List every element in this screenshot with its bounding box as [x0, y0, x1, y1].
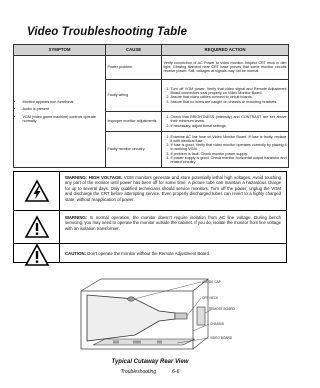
page-number: 6-6: [172, 369, 180, 375]
warning-label: WARNING: HIGH VOLTAGE.: [65, 175, 123, 180]
warning-label: WARNING:: [65, 215, 88, 220]
warning-icon: [25, 216, 49, 238]
warning-row-caution: [14, 243, 286, 265]
action-cell: Verify connection of AC Power to video monitor. Inspect CRT neck in dim light. Glowing filament near CRT base proves that some monitor circuits receive power. Still, voltages at signals may not be normal.: [162, 56, 289, 80]
warning-body: VGM monitors generate and store potentially lethal high voltages. Avoid touching any part of the monitor until power has been off for some time. A picture tube can maintain a hazardous charge for up to several days. Only qualified technicians should service monitors. Turn off the power, unplug the VGM and discharge the CRT before attempting service. Even properly discharged tubes can revert to a highly charged state, without reapplication of power.: [65, 175, 282, 202]
crt-neck: [175, 313, 187, 319]
warning-box: [13, 171, 287, 263]
action-step: 1. Turn off VGM power. Verify that video signal and Remote Adjustment Board connectors seat properly on Video Monitor Board.: [171, 87, 287, 96]
warning-body: In normal operation, the monitor doesn't require isolation from AC line voltage. During bench servicing, you may need to operate the monitor outside the cabinet. If you do, isolate the monitor from line voltage with an isolation transformer.: [65, 215, 281, 231]
action-cell: [162, 131, 289, 168]
action-step: 4. If power supply is good: Check monitor horizontal output transistor and related circuitry.: [171, 156, 287, 165]
cause-cell: Improper monitor adjustments: [106, 112, 162, 132]
board-component: [133, 341, 141, 344]
crt-tube: [87, 295, 175, 341]
caution-icon: [25, 244, 49, 266]
cause-cell: Power problem: [106, 56, 162, 80]
warning-body: Don't operate the monitor without the Remote Adjustment Board.: [86, 251, 211, 256]
leader-line: [134, 282, 201, 299]
warning-text: [65, 251, 281, 256]
label-chassis: CHASSIS: [210, 322, 224, 326]
action-step: 1. Examine AC line fuse on Video Monitor Board. If fuse is faulty, replace it with identical fuse.: [171, 135, 287, 144]
action-step: 2. If fuse is good, Verify that video monitor operates correctly by placing it in working VGM.: [171, 143, 287, 152]
label-video-board: VIDEO BOARD: [210, 336, 233, 340]
warning-row-isolation: [14, 210, 286, 244]
label-anode-cap: ANODE CAP: [202, 280, 221, 284]
action-step: 2. Assure that video cables connect to circuit boards.: [171, 95, 287, 99]
action-cell: [162, 79, 289, 112]
figure-caption: Typical Cutaway Rear View: [111, 359, 189, 365]
action-step: 3. If problem is fault: Check monitor power supply.: [171, 152, 287, 156]
action-step: 2. If necessary, adjust these settings.: [171, 124, 287, 128]
page-title: Video Troubleshooting Table: [27, 26, 188, 38]
action-step: 1. Check that BRIGHTNESS (intensity) and CONTRAST are set above their minimum levels.: [171, 115, 287, 124]
action-step: 3. Assure that no wires are caught on chassis or mounting brackets.: [171, 100, 287, 104]
cause-cell: Faulty monitor circuitry: [106, 131, 162, 168]
table-header-row: [14, 45, 289, 56]
high-voltage-warning-icon: [25, 180, 49, 202]
header-required-action: REQUIRED ACTION: [162, 45, 289, 56]
remote-board: [197, 307, 205, 325]
board-component: [157, 341, 162, 344]
warning-label: CAUTION:: [65, 251, 87, 256]
label-crt-neck: CRT NECK: [202, 296, 219, 300]
header-symptom: SYMPTOM: [14, 45, 106, 56]
table-row: [14, 56, 289, 80]
symptom-cell: [14, 56, 106, 168]
label-remote-board: REMOTE BOARD: [209, 307, 235, 311]
symptom-item: • VGM (video game machine) controls operate normally: [23, 115, 104, 124]
warning-row-high-voltage: [14, 172, 286, 210]
page-footer: [0, 369, 300, 375]
video-board: [93, 339, 195, 345]
warning-text: [65, 175, 281, 202]
troubleshooting-table: [13, 44, 289, 168]
board-component: [113, 341, 119, 344]
warning-text: [65, 215, 281, 231]
anode-cap: [128, 297, 135, 301]
footer-section: Troubleshooting: [120, 369, 157, 375]
header-cause: CAUSE: [106, 45, 162, 56]
cause-cell: Faulty wiring: [106, 79, 162, 112]
symptom-item: • Audio is present: [23, 107, 104, 111]
action-cell: [162, 112, 289, 132]
symptom-item: • Monitor appears non-functional: [23, 100, 104, 104]
monitor-cutaway-diagram: [73, 269, 235, 357]
